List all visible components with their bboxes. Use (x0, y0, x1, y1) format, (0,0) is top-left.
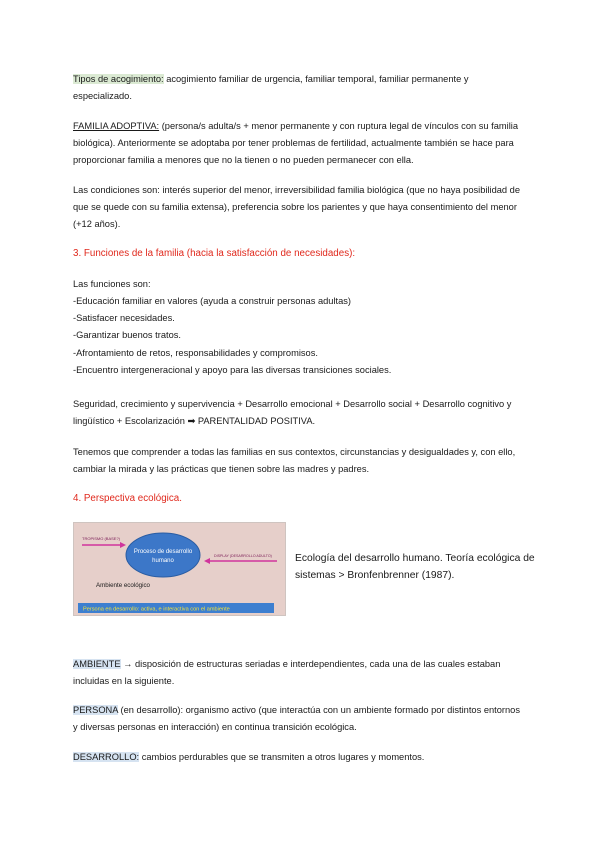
ellipse-label-1: Proceso de desarrollo (133, 549, 193, 555)
list-item: -Afrontamiento de retos, responsabilidades y compromisos. (73, 348, 318, 358)
paragraph-parentalidad: Seguridad, crecimiento y supervivencia + Desarrollo emocional + Desarrollo social + Desarrollo cognitivo y lingüístico + Escolarización ➡ PARENTALIDAD POSITIVA. (73, 399, 512, 426)
paragraph-contextos: Tenemos que comprender a todas las familias en sus contextos, circunstancias y desigualdades y, con ello, cambiar la mirada y las prácticas que tienen sobre las madres y padres. (73, 447, 516, 474)
paragraph-desarrollo (73, 749, 525, 766)
label-desarrollo: DESARROLLO: (73, 752, 140, 762)
list-item: -Encuentro intergeneracional y apoyo para las diversas transiciones sociales. (73, 365, 392, 375)
figure-caption: Ecología del desarrollo humano. Teoría ecológica de sistemas > Bronfenbrenner (1987). (295, 553, 535, 581)
text-desarrollo: cambios perdurables que se transmiten a otros lugares y momentos. (139, 752, 425, 762)
list-item: -Garantizar buenos tratos. (73, 330, 181, 340)
ecology-diagram-svg (74, 523, 285, 615)
label-persona: PERSONA (73, 705, 118, 715)
paragraph-familia-adoptiva (73, 118, 525, 169)
paragraph-acogimiento (73, 71, 525, 105)
list-item: -Satisfacer necesidades. (73, 313, 175, 323)
ellipse-label-2: humano (152, 558, 174, 564)
desarrollo-ellipse (126, 533, 200, 577)
label-familia-adoptiva: FAMILIA ADOPTIVA: (73, 121, 160, 131)
text-tipos-acogimiento: acogimiento familiar de urgencia, familiar temporal, familiar permanente y especializado. (73, 74, 469, 101)
funciones-intro: Las funciones son: (73, 279, 151, 289)
heading-perspectiva-ecologica: 4. Perspectiva ecológica. (73, 493, 182, 504)
persona-banner-label: Persona en desarrollo: activa, e interactiva con el ambiente (83, 606, 230, 613)
text-ambiente: → disposición de estructuras seriadas e interdependientes, cada una de las cuales estaban incluidas en la siguiente. (73, 659, 501, 686)
heading-funciones-familia: 3. Funciones de la familia (hacia la satisfacción de necesidades): (73, 248, 356, 259)
paragraph-persona (73, 702, 525, 736)
arrow-left-label: TROPISMO (BASE?) (82, 536, 121, 541)
text-persona: (en desarrollo): organismo activo (que interactúa con un ambiente formado por distintos entornos y diversas personas en interacción) en continua transición ecológica. (73, 705, 521, 732)
label-ambiente: AMBIENTE (73, 659, 121, 669)
paragraph-ambiente (73, 656, 525, 690)
paragraph-condiciones: Las condiciones son: interés superior del menor, irreversibilidad familia biológica (que no haya posibilidad de que se quede con su familia extensa), preferencia sobre los parientes y que haya consentimiento del menor (+12 años). (73, 185, 521, 229)
text-familia-adoptiva: (persona/s adulta/s + menor permanente y con ruptura legal de vínculos con su familia biológica). Anteriormente se adoptaba por tener problemas de fertilidad, actualmente también se hace para proporcionar familia a menores que no la tienen o no pueden permanecer con ella. (73, 121, 519, 165)
arrow-right-label: DISPLAY (DESARROLLO ADULTO) (214, 554, 272, 558)
ambient-label: Ambiente ecológico (96, 582, 151, 589)
list-item: -Educación familiar en valores (ayuda a construir personas adultas) (73, 296, 352, 306)
label-tipos-acogimiento: Tipos de acogimiento: (73, 74, 164, 84)
ecology-diagram (73, 522, 286, 616)
